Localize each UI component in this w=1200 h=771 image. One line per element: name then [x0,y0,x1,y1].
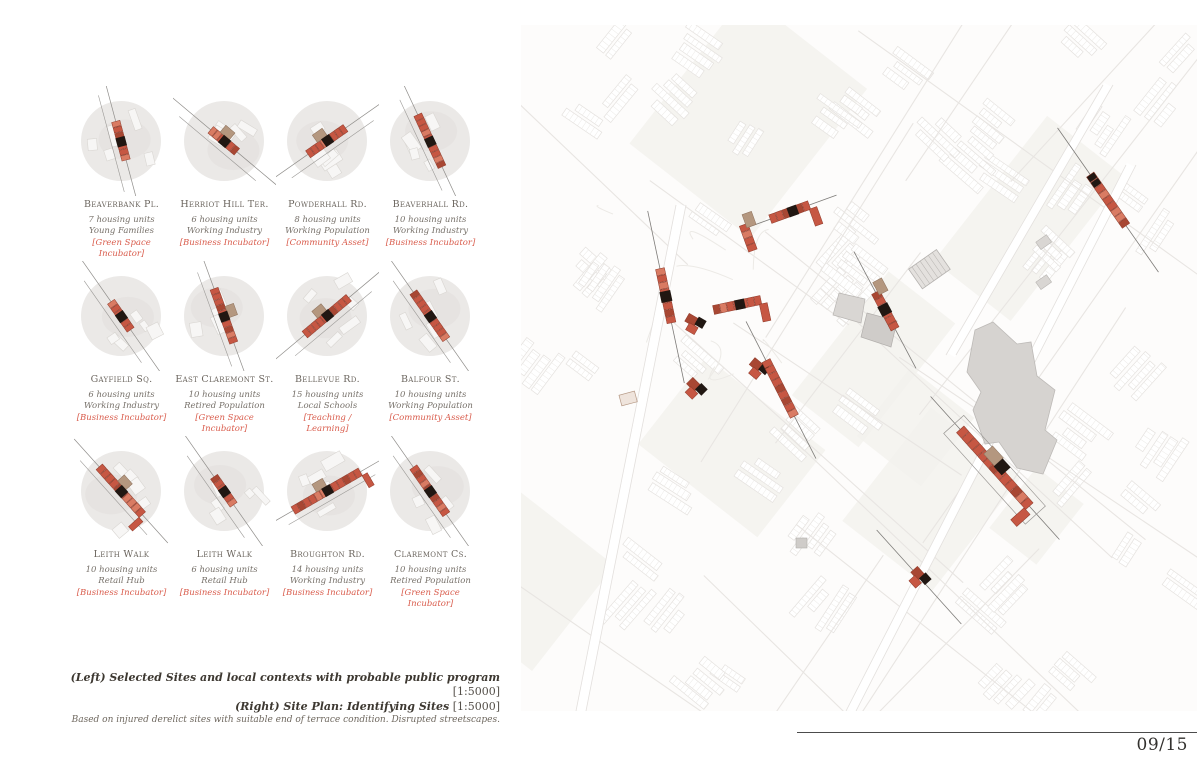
site-units: 8 housing units [294,215,361,225]
site-units: 6 housing units [191,215,258,225]
site-program: [Business Incubator] [282,587,373,598]
site-units: 10 housing units [394,390,467,400]
caption-left-text: (Left) Selected Sites and local contexts with probable public program [70,671,500,684]
site-details [276,565,379,599]
site-units: 10 housing units [394,215,467,225]
site-details [70,390,173,424]
site-name: Claremont Cs. [393,549,468,560]
site-details [276,390,379,435]
site-thumbnail-icon [173,436,276,546]
site-population: Working Industry [289,576,366,587]
site-card [276,436,379,611]
site-units: 7 housing units [88,215,155,225]
site-program: [Business Incubator] [179,237,270,248]
site-population: Retail Hub [201,576,248,587]
site-card [173,436,276,611]
site-units: 14 housing units [291,565,364,575]
caption-right-text: (Right) Site Plan: Identifying Sites [235,699,450,713]
site-name: Bellevue Rd. [295,374,360,385]
site-program: [Business Incubator] [76,412,167,423]
site-thumbnail-icon [379,261,482,371]
site-program: [Green Space Incubator] [92,237,151,259]
site-program: [Business Incubator] [385,237,476,248]
caption-left-scale: [1:5000] [452,685,500,699]
site-units: 15 housing units [291,390,364,400]
site-population: Retired Population [184,401,265,412]
site-name: East Claremont St. [175,374,274,385]
site-program: [Green Space Incubator] [401,587,460,609]
site-details [379,390,482,424]
site-thumbnail-icon [379,436,482,546]
site-thumbnail-icon [70,436,173,546]
caption-line-right [30,700,500,714]
site-details [173,565,276,599]
site-units: 6 housing units [191,565,258,575]
site-thumbnail-icon [70,261,173,371]
site-population: Retail Hub [98,576,145,587]
site-card [70,436,173,611]
site-card [379,261,482,436]
page-number: 09/15 [1136,735,1188,755]
site-thumbnail-icon [70,86,173,196]
site-name: Herriot Hill Ter. [180,199,269,210]
site-name: Leith Walk [196,549,253,560]
site-program: [Business Incubator] [76,587,167,598]
site-program: [Community Asset] [286,237,369,248]
site-program: [Business Incubator] [179,587,270,598]
site-program: [Teaching / Learning] [303,412,352,434]
site-thumbnail-icon [276,436,379,546]
site-population: Retired Population [390,576,471,587]
site-population: Working Industry [83,401,160,412]
site-units: 10 housing units [188,390,261,400]
site-plan-map-drawing [521,25,1197,711]
site-card [70,86,173,261]
site-details [70,565,173,599]
site-units: 10 housing units [394,565,467,575]
site-details [173,390,276,435]
site-details [379,565,482,610]
caption-line-left [30,671,500,700]
site-name: Powderhall Rd. [288,199,367,210]
caption-note: Based on injured derelict sites with suitable end of terrace condition. Disrupted streetscapes. [71,714,500,725]
site-card [276,261,379,436]
site-name: Leith Walk [93,549,150,560]
site-name: Beaverhall Rd. [392,199,469,210]
site-population: Young Families [88,226,155,237]
site-details [379,215,482,249]
site-name: Balfour St. [401,374,460,385]
site-card [173,86,276,261]
site-thumbnail-icon [276,261,379,371]
site-program: [Community Asset] [389,412,472,423]
site-details [173,215,276,249]
footer-rule [797,732,1197,733]
site-card [379,436,482,611]
site-name: Broughton Rd. [290,549,365,560]
site-card [276,86,379,261]
sites-panel [70,86,482,611]
site-card [379,86,482,261]
site-population: Working Population [388,401,473,412]
site-population: Working Industry [392,226,469,237]
site-population: Working Industry [186,226,263,237]
site-population: Working Population [285,226,370,237]
site-card [173,261,276,436]
site-program: [Green Space Incubator] [195,412,254,434]
site-plan-map [521,25,1197,711]
caption [30,671,500,725]
site-thumbnail-icon [276,86,379,196]
site-units: 6 housing units [88,390,155,400]
site-thumbnail-icon [379,86,482,196]
site-details [70,215,173,260]
site-population: Local Schools [297,401,358,412]
caption-right-scale: [1:5000] [449,699,500,713]
site-thumbnail-icon [173,86,276,196]
site-name: Beaverbank Pl. [83,199,160,210]
site-name: Gayfield Sq. [90,374,153,385]
site-details [276,215,379,249]
site-units: 10 housing units [85,565,158,575]
site-card [70,261,173,436]
site-thumbnail-icon [173,261,276,371]
